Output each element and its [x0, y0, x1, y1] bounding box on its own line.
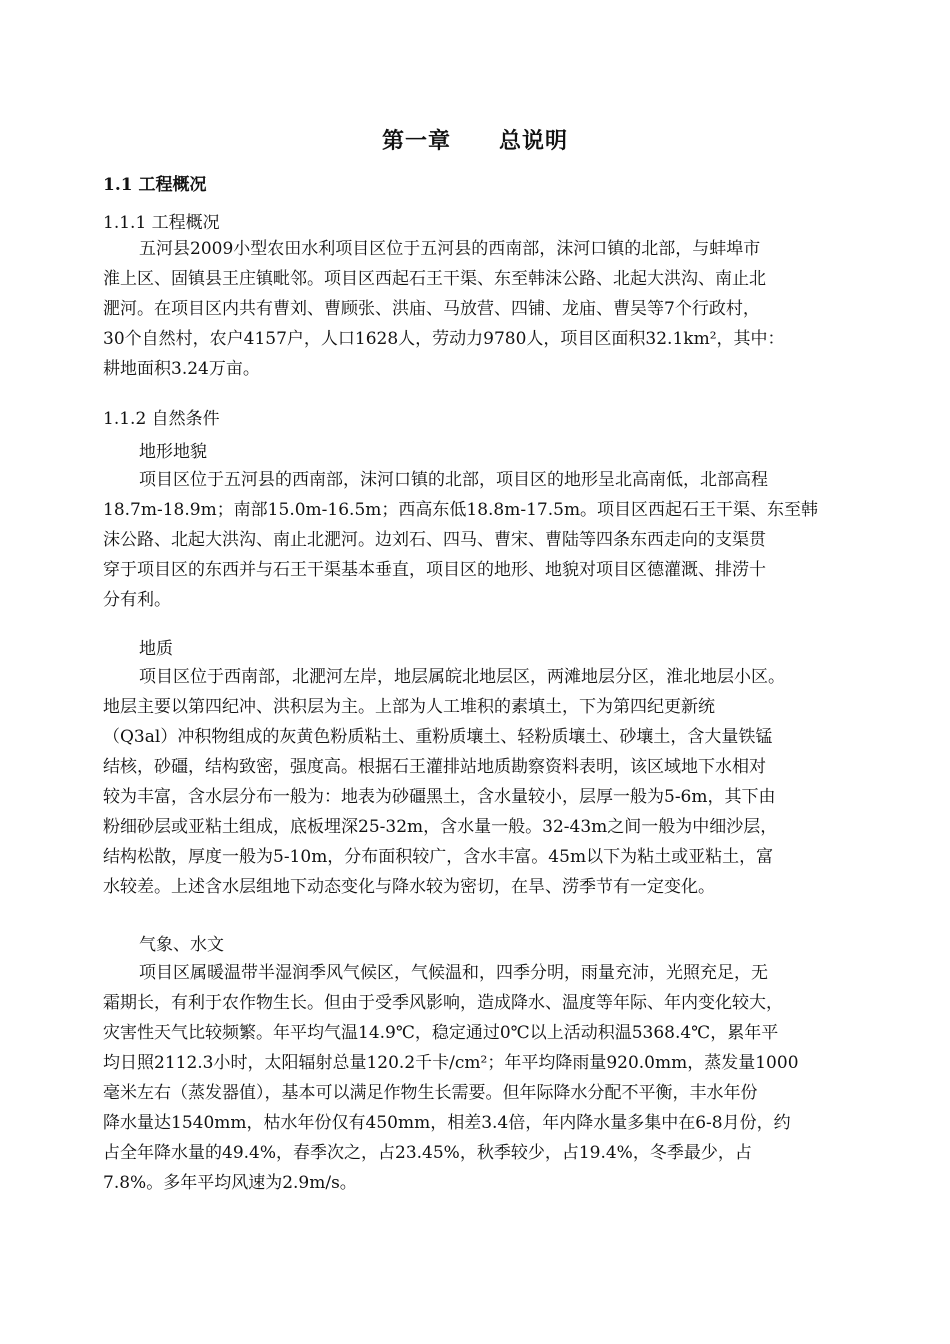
- heading-terrain: 地形地貌: [139, 442, 207, 462]
- paragraph-line: 均日照2112.3小时，太阳辐射总量120.2千卡/cm²；年平均降雨量920.0mm，蒸发量1000: [103, 1053, 799, 1073]
- chapter-name: 总说明: [499, 128, 569, 154]
- climate-paragraph: [103, 958, 863, 1198]
- paragraph-line: 地层主要以第四纪冲、洪积层为主。上部为人工堆积的素填土，下为第四纪更新统: [103, 697, 715, 717]
- chapter-title: [0, 124, 950, 155]
- paragraph-line: 水较差。上述含水层组地下动态变化与降水较为密切，在旱、涝季节有一定变化。: [103, 877, 715, 897]
- terrain-paragraph: [103, 465, 863, 615]
- paragraph-line: 分有利。: [103, 590, 171, 610]
- paragraph-line: 灾害性天气比较频繁。年平均气温14.9℃，稳定通过0℃以上活动积温5368.4℃，累年平: [103, 1023, 779, 1043]
- paragraph-line: 占全年降水量的49.4%，春季次之，占23.45%，秋季较少，占19.4%，冬季最少，占: [103, 1143, 752, 1163]
- chapter-number: 第一章: [381, 128, 451, 154]
- heading-geology: 地质: [139, 639, 173, 659]
- paragraph-line: 降水量达1540mm，枯水年份仅有450mm，相差3.4倍，年内降水量多集中在6-8月份，约: [103, 1113, 791, 1133]
- paragraph-line: 淝河。在项目区内共有曹刘、曹顾张、洪庙、马放营、四铺、龙庙、曹吴等7个行政村，: [103, 299, 760, 319]
- paragraph-line: 穿于项目区的东西并与石王干渠基本垂直，项目区的地形、地貌对项目区德灌溉、排涝十: [103, 560, 766, 580]
- paragraph-line: 项目区位于五河县的西南部，沫河口镇的北部，项目区的地形呈北高南低，北部高程: [139, 470, 768, 490]
- paragraph-line: 项目区位于西南部，北淝河左岸，地层属皖北地层区，两滩地层分区，淮北地层小区。: [139, 667, 785, 687]
- paragraph-line: 项目区属暖温带半湿润季风气候区，气候温和，四季分明，雨量充沛，光照充足，无: [139, 963, 768, 983]
- paragraph-line: 毫米左右（蒸发器值），基本可以满足作物生长需要。但年际降水分配不平衡，丰水年份: [103, 1083, 758, 1103]
- heading-climate: 气象、水文: [139, 935, 224, 955]
- paragraph-line: 18.7m-18.9m；南部15.0m-16.5m；西高东低18.8m-17.5m。项目区西起石王干渠、东至韩: [103, 500, 819, 520]
- subsection-heading-natural-conditions: 1.1.2 自然条件: [103, 409, 220, 429]
- paragraph-line: （Q3al）冲积物组成的灰黄色粉质粘土、重粉质壤土、轻粉质壤土、砂壤土，含大量铁锰: [103, 727, 773, 747]
- overview-paragraph: [103, 234, 863, 384]
- paragraph-line: 较为丰富，含水层分布一般为：地表为砂礓黑土，含水量较小，层厚一般为5-6m，其下由: [103, 787, 776, 807]
- paragraph-line: 耕地面积3.24万亩。: [103, 359, 260, 379]
- paragraph-line: 霜期长，有利于农作物生长。但由于受季风影响，造成降水、温度等年际、年内变化较大，: [103, 993, 783, 1013]
- paragraph-line: 淮上区、固镇县王庄镇毗邻。项目区西起石王干渠、东至韩沫公路、北起大洪沟、南止北: [103, 269, 766, 289]
- geology-paragraph: [103, 662, 863, 902]
- paragraph-line: 30个自然村，农户4157户，人口1628人，劳动力9780人，项目区面积32.1km²，其中：: [103, 329, 785, 349]
- paragraph-line: 粉细砂层或亚粘土组成，底板埋深25-32m，含水量一般。32-43m之间一般为中细沙层，: [103, 817, 778, 837]
- paragraph-line: 结构松散，厚度一般为5-10m，分布面积较广，含水丰富。45m以下为粘土或亚粘土，富: [103, 847, 774, 867]
- section-heading: 1.1 工程概况: [103, 175, 207, 195]
- paragraph-line: 沫公路、北起大洪沟、南止北淝河。边刘石、四马、曹宋、曹陆等四条东西走向的支渠贯: [103, 530, 766, 550]
- paragraph-line: 五河县2009小型农田水利项目区位于五河县的西南部，沫河口镇的北部，与蚌埠市: [139, 239, 761, 259]
- paragraph-line: 结核，砂礓，结构致密，强度高。根据石王灌排站地质勘察资料表明，该区域地下水相对: [103, 757, 766, 777]
- subsection-heading-overview: 1.1.1 工程概况: [103, 213, 220, 233]
- paragraph-line: 7.8%。多年平均风速为2.9m/s。: [103, 1173, 357, 1193]
